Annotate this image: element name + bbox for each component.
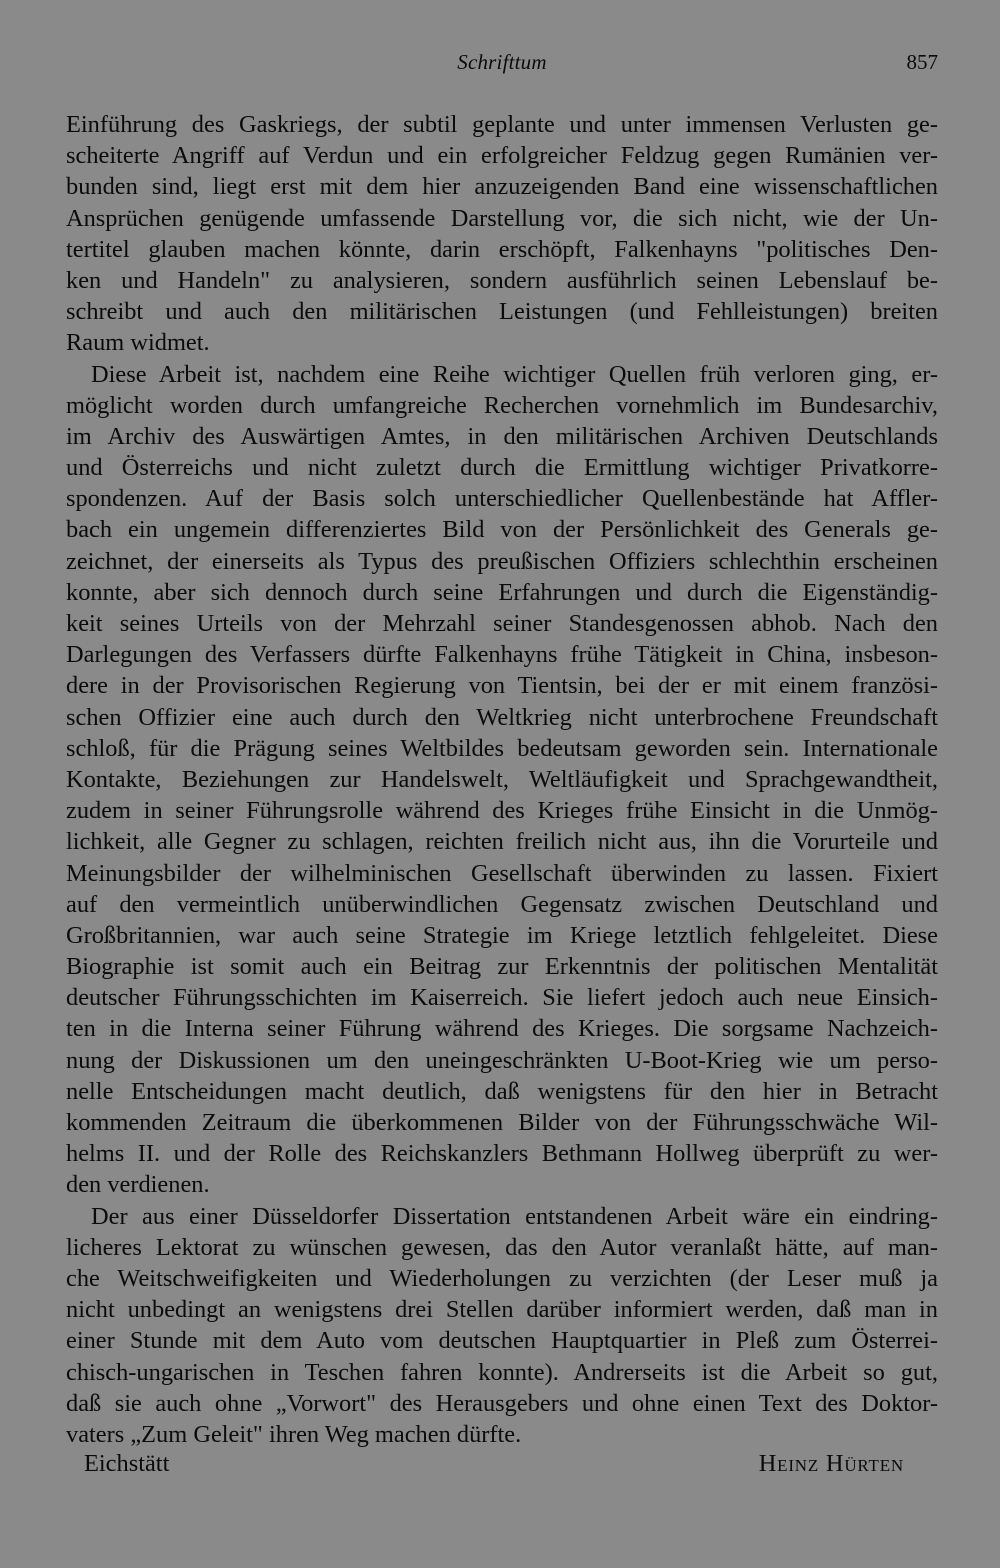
text-line: Biographie ist somit auch ein Beitrag zur Erkenntnis der politischen Mentalität bbox=[66, 953, 938, 981]
text-line: nicht unbedingt an wenigstens drei Stellen darüber informiert werden, daß man in bbox=[66, 1296, 938, 1324]
text-line: spondenzen. Auf der Basis solch unterschiedlicher Quellenbestände hat Affler- bbox=[66, 485, 938, 513]
text-line: daß sie auch ohne „Vorwort" des Herausgebers und ohne einen Text des Doktor- bbox=[66, 1389, 938, 1417]
text-line: chisch-ungarischen in Teschen fahren konnte). Andrerseits ist die Arbeit so gut, bbox=[66, 1358, 938, 1386]
text-line: che Weitschweifigkeiten und Wiederholungen zu verzichten (der Leser muß ja bbox=[66, 1264, 938, 1292]
text-line: Ansprüchen genügende umfassende Darstellung vor, die sich nicht, wie der Un- bbox=[66, 204, 938, 232]
text-line: bunden sind, liegt erst mit dem hier anzuzeigenden Band eine wissenschaftlichen bbox=[66, 173, 938, 201]
running-head bbox=[66, 50, 938, 80]
text-line: ken und Handeln" zu analysieren, sondern ausführlich seinen Lebenslauf be- bbox=[66, 266, 938, 294]
text-line: schen Offizier eine auch durch den Weltkrieg nicht unterbrochene Freundschaft bbox=[66, 703, 938, 731]
text-line: Meinungsbilder der wilhelminischen Gesellschaft überwinden zu lassen. Fixiert bbox=[66, 859, 938, 887]
text-line: vaters „Zum Geleit" ihren Weg machen dürfte. bbox=[66, 1420, 522, 1448]
text-line: Raum widmet. bbox=[66, 329, 210, 357]
text-line: auf den vermeintlich unüberwindlichen Gegensatz zwischen Deutschland und bbox=[66, 890, 938, 918]
text-line: und Österreichs und nicht zuletzt durch die Ermittlung wichtiger Privatkorre- bbox=[66, 454, 938, 482]
page-number: 857 bbox=[906, 50, 938, 74]
text-line: kommenden Zeitraum die überkommenen Bilder von der Führungsschwäche Wil- bbox=[66, 1109, 938, 1136]
text-line: Kontakte, Beziehungen zur Handelswelt, Weltläufigkeit und Sprachgewandtheit, bbox=[66, 765, 938, 793]
text-line: helms II. und der Rolle des Reichskanzlers Bethmann Hollweg überprüft zu wer- bbox=[66, 1140, 938, 1168]
text-line: Darlegungen des Verfassers dürfte Falkenhayns frühe Tätigkeit in China, insbeson- bbox=[66, 641, 938, 669]
text-line: licheres Lektorat zu wünschen gewesen, das den Autor veranlaßt hätte, auf man- bbox=[66, 1233, 938, 1261]
text-line: keit seines Urteils von der Mehrzahl seiner Standesgenossen abhob. Nach den bbox=[66, 610, 938, 637]
signature-line bbox=[84, 1448, 904, 1480]
text-line: konnte, aber sich dennoch durch seine Erfahrungen und durch die Eigenständig- bbox=[66, 578, 938, 606]
text-line: Diese Arbeit ist, nachdem eine Reihe wichtiger Quellen früh verloren ging, er- bbox=[91, 360, 938, 388]
text-line: scheiterte Angriff auf Verdun und ein erfolgreicher Feldzug gegen Rumänien ver- bbox=[66, 142, 938, 170]
text-line: lichkeit, alle Gegner zu schlagen, reichten freilich nicht aus, ihn die Vorurteile und bbox=[66, 828, 938, 856]
text-line: ten in die Interna seiner Führung während des Krieges. Die sorgsame Nachzeich- bbox=[66, 1015, 938, 1043]
text-line: Großbritannien, war auch seine Strategie im Kriege letztlich fehlgeleitet. Diese bbox=[66, 921, 938, 949]
text-line: deutscher Führungsschichten im Kaiserreich. Sie liefert jedoch auch neue Einsich- bbox=[66, 984, 938, 1012]
body-text bbox=[66, 109, 938, 1450]
text-line: Der aus einer Düsseldorfer Dissertation entstandenen Arbeit wäre ein eindring- bbox=[91, 1202, 938, 1230]
text-line: bach ein ungemein differenziertes Bild von der Persönlichkeit des Generals ge- bbox=[66, 516, 938, 544]
text-line: zudem in seiner Führungsrolle während des Krieges frühe Einsicht in die Unmög- bbox=[66, 797, 938, 825]
signature-place: Eichstätt bbox=[84, 1450, 170, 1477]
text-line: schloß, für die Prägung seines Weltbildes bedeutsam geworden sein. Internationale bbox=[66, 734, 938, 762]
text-line: tertitel glauben machen könnte, darin erschöpft, Falkenhayns "politisches Den- bbox=[66, 235, 938, 263]
text-line: einer Stunde mit dem Auto vom deutschen Hauptquartier in Pleß zum Österrei- bbox=[66, 1327, 938, 1355]
text-line: nung der Diskussionen um den uneingeschränkten U-Boot-Krieg wie um perso- bbox=[66, 1046, 938, 1074]
text-line: Einführung des Gaskriegs, der subtil geplante und unter immensen Verlusten ge- bbox=[66, 111, 938, 138]
text-line: nelle Entscheidungen macht deutlich, daß wenigstens für den hier in Betracht bbox=[66, 1077, 938, 1105]
running-title: Schrifttum bbox=[457, 50, 547, 74]
text-line: den verdienen. bbox=[66, 1171, 210, 1199]
text-line: zeichnet, der einerseits als Typus des preußischen Offiziers schlechthin erscheinen bbox=[66, 547, 938, 575]
text-line: schreibt und auch den militärischen Leistungen (und Fehlleistungen) breiten bbox=[66, 298, 938, 326]
signature-author: Heinz Hürten bbox=[758, 1450, 904, 1477]
text-line: im Archiv des Auswärtigen Amtes, in den militärischen Archiven Deutschlands bbox=[66, 422, 938, 450]
text-line: dere in der Provisorischen Regierung von Tientsin, bei der er mit einem französi- bbox=[66, 672, 938, 700]
text-line: möglicht worden durch umfangreiche Recherchen vornehmlich im Bundesarchiv, bbox=[66, 391, 938, 419]
